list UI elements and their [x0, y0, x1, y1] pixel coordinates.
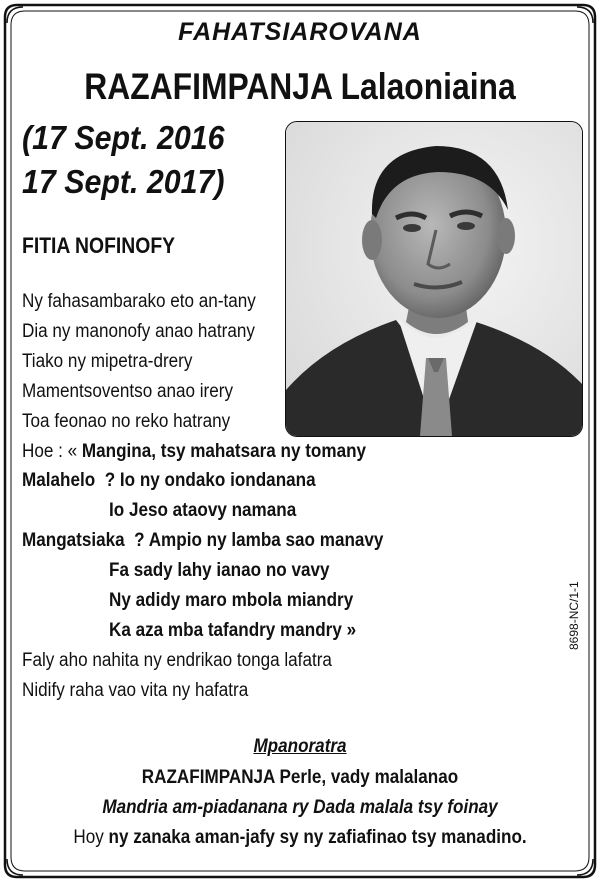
signature-line2: Mandria am-piadanana ry Dada malala tsy foinay	[102, 797, 498, 818]
dialogue-hoe-text: Mangina, tsy mahatsara ny tomany	[81, 441, 367, 462]
dialogue-hoe	[22, 441, 366, 463]
reference-code: 8698-NC/1-1	[567, 581, 581, 650]
header-title: FAHATSIAROVANA	[178, 18, 422, 46]
portrait-photo	[285, 121, 583, 437]
dialogue-malahelo	[22, 470, 316, 492]
poem-line: Ny fahasambarako eto an-tany	[22, 291, 256, 312]
dialogue-malahelo-text: ? Io ny ondako iondanana	[104, 470, 316, 491]
signature-line3-bold: ny zanaka aman-jafy sy ny zafiafinao tsy manadino.	[108, 827, 527, 848]
dialogue-mangatsiaka-cont: Ka aza mba tafandry mandry »	[109, 620, 357, 641]
signature-author: RAZAFIMPANJA Perle, vady malalanao	[141, 767, 459, 788]
dialogue-mangatsiaka-cont: Ny adidy maro mbola miandry	[109, 590, 354, 611]
dialogue-mangatsiaka	[22, 530, 383, 552]
dialogue-malahelo-cont: Io Jeso ataovy namana	[109, 500, 297, 521]
poem-line: Toa feonao no reko hatrany	[22, 411, 231, 432]
signature-heading: Mpanoratra	[253, 736, 347, 757]
dialogue-malahelo-label: Malahelo	[22, 470, 96, 491]
dialogue-mangatsiaka-label: Mangatsiaka	[22, 530, 125, 551]
closing-line: Nidify raha vao vita ny hafatra	[22, 680, 249, 701]
poem-line: Tiako ny mipetra-drery	[22, 351, 193, 372]
signature-line3-plain: Hoy	[73, 827, 104, 848]
dialogue-mangatsiaka-cont: Fa sady lahy ianao no vavy	[109, 560, 330, 581]
signature-line3	[30, 827, 570, 849]
dialogue-mangatsiaka-text: ? Ampio ny lamba sao manavy	[134, 530, 384, 551]
deceased-name: RAZAFIMPANJA Lalaoniaina	[84, 66, 516, 107]
poem-line: Mamentsoventso anao irery	[22, 381, 234, 402]
portrait-image	[286, 122, 582, 436]
poem-title: FITIA NOFINOFY	[22, 233, 176, 258]
poem-line: Dia ny manonofy anao hatrany	[22, 321, 255, 342]
date-end: 17 Sept. 2017)	[22, 163, 225, 200]
dialogue-hoe-label: Hoe : «	[22, 441, 78, 462]
closing-line: Faly aho nahita ny endrikao tonga lafatra	[22, 650, 332, 671]
date-start: (17 Sept. 2016	[22, 119, 225, 156]
